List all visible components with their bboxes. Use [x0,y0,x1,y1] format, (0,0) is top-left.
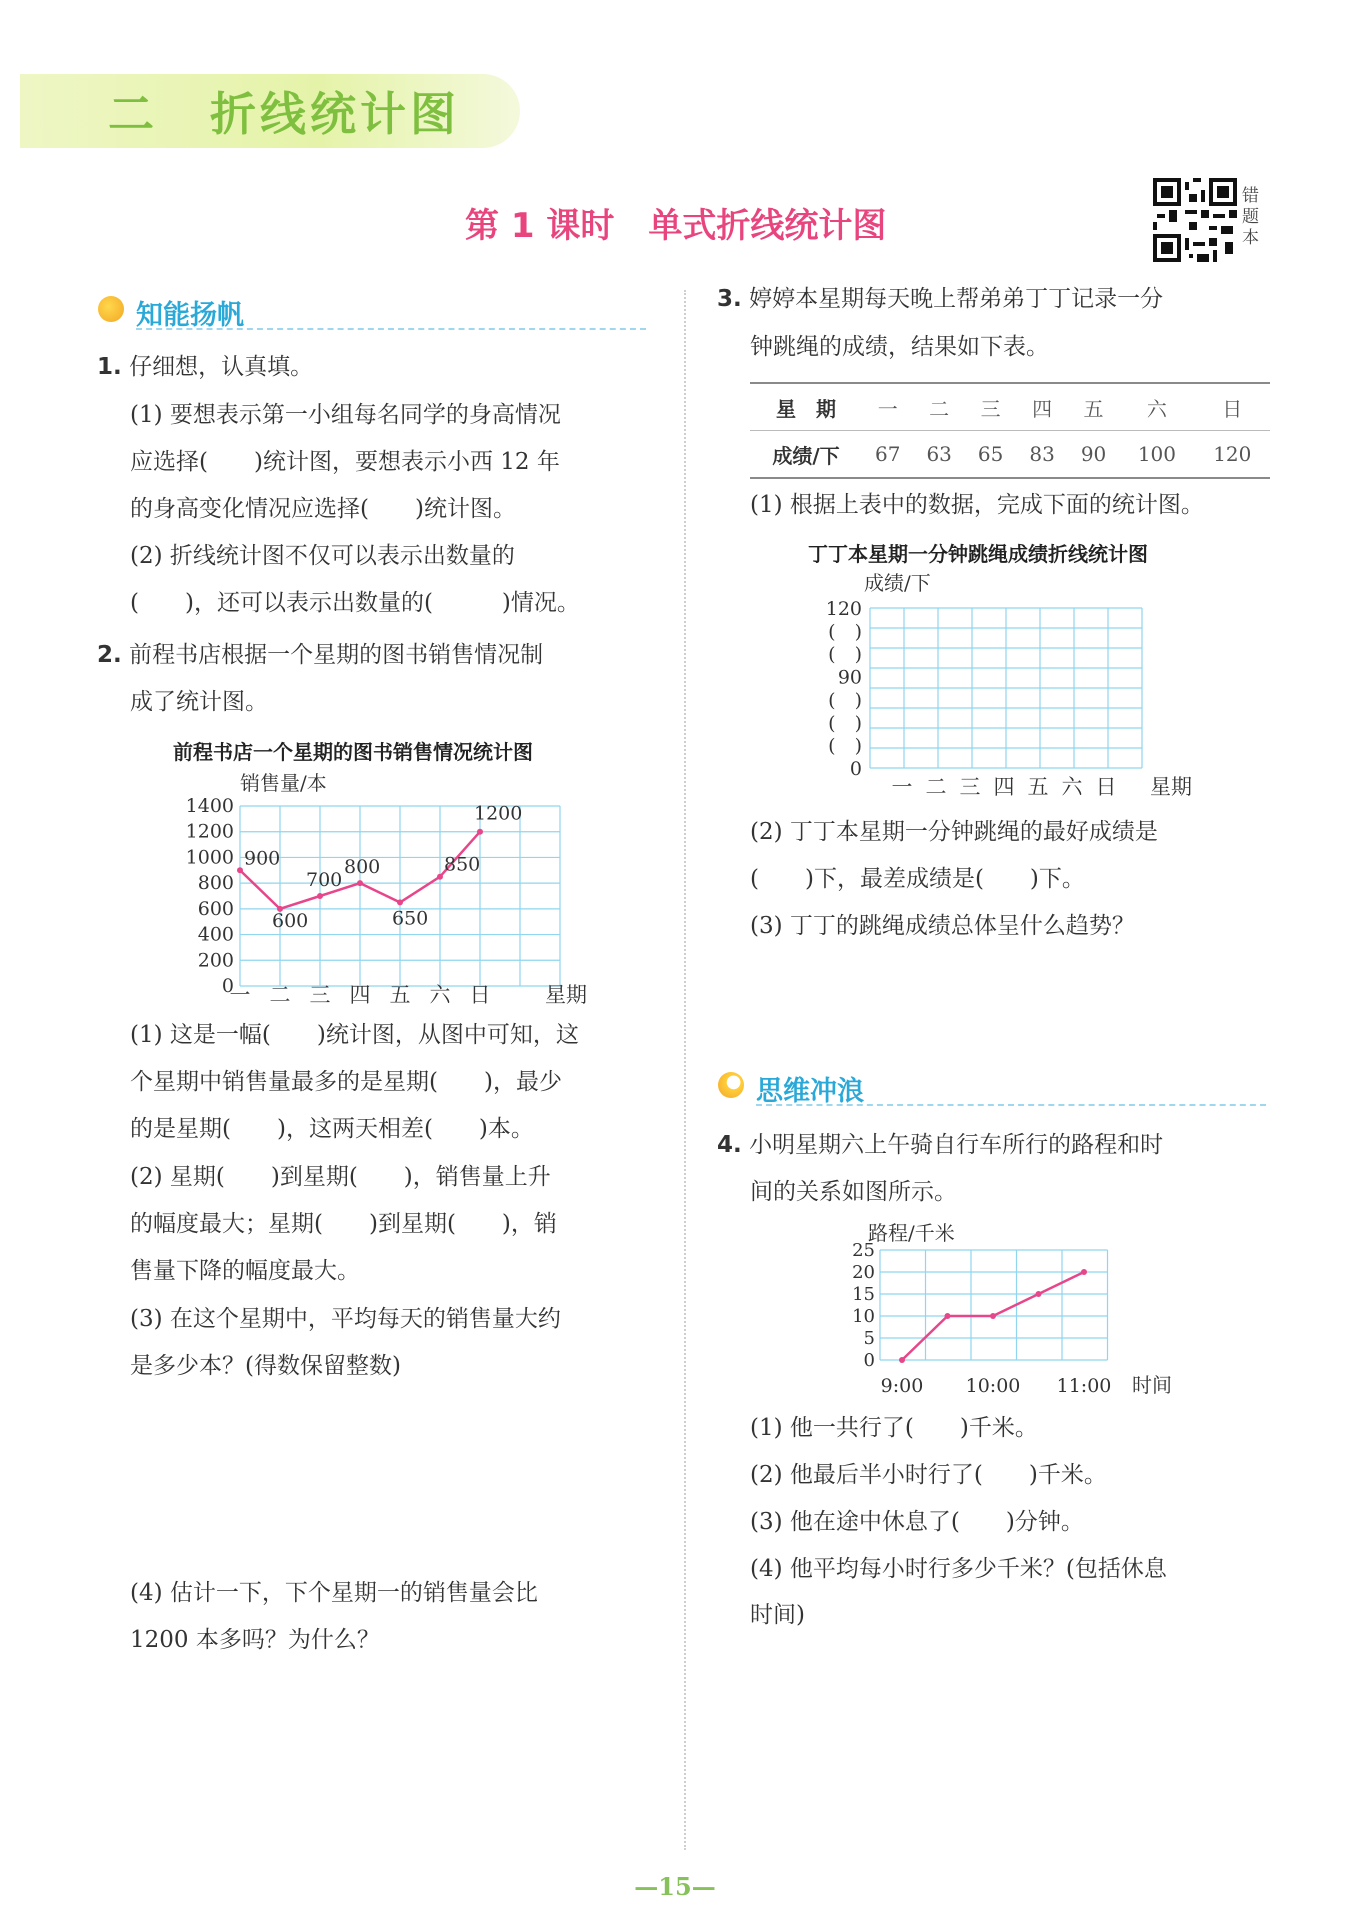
data-point [899,1357,905,1363]
y-tick-label: 5 [863,1328,875,1349]
table-cell: 六 [1119,383,1194,431]
chart1-yticks [186,795,234,997]
x-tick-label: 一 [229,983,251,1007]
chart1-ylabel: 销售量/本 [240,771,327,795]
q4-sub: (3) 他在途中休息了( )分钟。 [750,1509,1084,1535]
chart3-xlabel: 时间 [1132,1373,1172,1397]
y-tick-label: 800 [197,872,234,895]
q2-line: 成了统计图。 [130,689,268,715]
q3-text: 婷婷本星期每天晚上帮弟弟丁丁记录一分 [749,286,1164,312]
q1-prompt [97,352,313,382]
data-point [990,1313,996,1319]
y-tick-label: 90 [837,666,862,689]
y-tick-label: ( ) [828,689,862,712]
table-row [750,383,1270,431]
y-tick-label: 20 [852,1262,875,1283]
x-tick-label: 二 [925,775,947,799]
y-tick-label: 120 [825,598,862,620]
table-cell: 四 [1016,383,1067,431]
data-point [437,874,443,880]
q4-sub: 时间) [750,1602,805,1628]
y-tick-label: ( ) [828,712,862,735]
q2-sub: 售量下降的幅度最大。 [130,1258,360,1284]
data-point [477,829,483,835]
data-point [1081,1269,1087,1275]
chart1-xlabel: 星期 [545,983,587,1007]
q3-line: 钟跳绳的成绩，结果如下表。 [750,334,1049,360]
q3-sub: ( )下，最差成绩是( )下。 [750,866,1085,892]
wrong-answer-book-label: 错题本 [1242,186,1259,248]
q1-number: 1. [97,354,122,380]
qr-code-icon[interactable] [1153,178,1237,262]
chart1-data-labels [244,803,522,932]
q2-number: 2. [97,642,122,668]
table-cell: 三 [965,383,1016,431]
chart2-xlabel: 星期 [1150,775,1192,799]
chart3-yticks [852,1240,875,1371]
chart2-ylabel: 成绩/下 [864,571,931,595]
q2-sub: 是多少本？(得数保留整数) [130,1353,401,1379]
jump-rope-table [750,382,1270,479]
table-cell: 日 [1195,383,1270,431]
data-label: 700 [306,869,343,891]
x-tick-label: 六 [429,983,451,1007]
section-divider [136,328,646,330]
q2-text: 前程书店根据一个星期的图书销售情况制 [129,642,544,668]
q2-sub: (4) 估计一下，下个星期一的销售量会比 [130,1580,538,1606]
q3-sub: (3) 丁丁的跳绳成绩总体呈什么趋势？ [750,913,1135,939]
section-divider [756,1104,1266,1106]
table-cell: 100 [1119,431,1194,479]
q2-sub: 的是星期( )，这两天相差( )本。 [130,1116,534,1142]
y-tick-label: ( ) [828,643,862,666]
chart2-yticks [826,598,862,780]
x-tick-label: 日 [469,983,491,1007]
jump-rope-chart [800,568,1220,804]
q2-prompt [97,640,543,670]
y-tick-label: ( ) [828,735,862,758]
y-tick-label: 1000 [185,846,234,869]
data-label: 650 [392,907,429,930]
bookstore-sales-chart [160,766,620,1016]
x-tick-label: 9:00 [880,1375,924,1397]
q4-sub: (1) 他一共行了( )千米。 [750,1415,1038,1441]
q1-line: 的身高变化情况应选择( )统计图。 [130,496,516,522]
q1-line: (1) 要想表示第一小组每名同学的身高情况 [130,402,561,428]
q2-sub: 个星期中销售量最多的是星期( )，最少 [130,1069,562,1095]
x-tick-label: 四 [993,775,1015,799]
y-tick-label: 400 [197,923,234,946]
q2-chart-title: 前程书店一个星期的图书销售情况统计图 [173,740,533,764]
y-tick-label: 0 [221,975,234,997]
q4-sub: (2) 他最后半小时行了( )千米。 [750,1462,1107,1488]
table-cell: 五 [1068,383,1119,431]
y-tick-label: 200 [197,949,234,972]
x-tick-label: 二 [269,983,291,1007]
data-label: 900 [244,847,281,870]
page-number: —15— [634,1872,716,1901]
table-row [750,431,1270,479]
data-point [397,899,403,905]
q4-text: 小明星期六上午骑自行车所行的路程和时 [749,1132,1164,1158]
data-point [357,880,363,886]
moon-icon [718,1072,744,1098]
chart2-xticks [892,775,1117,799]
data-point [945,1313,951,1319]
x-tick-label: 四 [349,983,371,1007]
chapter-name: 折线统计图 [210,87,460,141]
table-header-score: 成绩/下 [750,431,862,479]
table-cell: 63 [913,431,964,479]
table-cell: 83 [1016,431,1067,479]
chapter-number: 二 [108,87,158,141]
q4-number: 4. [717,1132,742,1158]
y-tick-label: 1400 [185,795,234,817]
y-tick-label: ( ) [828,620,862,643]
q4-sub: (4) 他平均每小时行多少千米？(包括休息 [750,1556,1167,1582]
section-heading-siwei: 思维冲浪 [756,1076,864,1107]
chapter-title [108,78,460,144]
chart3-grid [880,1250,1108,1360]
cycling-distance-chart [820,1218,1200,1398]
q2-sub: 1200 本多吗？为什么？ [130,1627,380,1653]
table-cell: 65 [965,431,1016,479]
x-tick-label: 六 [1061,775,1083,799]
x-tick-label: 三 [959,775,981,799]
table-cell: 二 [913,383,964,431]
q2-sub: (2) 星期( )到星期( )，销售量上升 [130,1164,551,1190]
q3-sub: (1) 根据上表中的数据，完成下面的统计图。 [750,492,1204,518]
x-tick-label: 五 [1027,775,1049,799]
x-tick-label: 五 [389,983,411,1007]
chart3-ylabel: 路程/千米 [868,1221,955,1245]
q2-sub: (3) 在这个星期中，平均每天的销售量大约 [130,1306,561,1332]
x-tick-label: 三 [309,983,331,1007]
q3-sub: (2) 丁丁本星期一分钟跳绳的最好成绩是 [750,819,1158,845]
table-cell: 67 [862,431,913,479]
q2-sub: 的幅度最大；星期( )到星期( )，销 [130,1211,557,1237]
q4-line: 间的关系如图所示。 [750,1179,957,1205]
data-label: 1200 [474,802,523,825]
table-cell: 90 [1068,431,1119,479]
y-tick-label: 10 [852,1306,875,1327]
data-point [317,893,323,899]
q3-chart-title: 丁丁本星期一分钟跳绳成绩折线统计图 [808,542,1148,566]
q1-line: ( )，还可以表示出数量的( )情况。 [130,590,580,616]
x-tick-label: 10:00 [965,1375,1021,1397]
section-heading-zhineng: 知能扬帆 [136,300,244,331]
q1-line: (2) 折线统计图不仅可以表示出数量的 [130,543,515,569]
y-tick-label: 600 [197,897,234,920]
sailboat-icon [98,296,124,322]
data-point [1036,1291,1042,1297]
x-tick-label: 11:00 [1056,1375,1112,1397]
column-divider [684,290,686,1850]
x-tick-label: 一 [891,775,913,799]
data-label: 850 [444,853,481,876]
y-tick-label: 1200 [185,820,234,843]
q3-prompt [717,284,1163,314]
chart3-xticks [881,1375,1112,1397]
x-tick-label: 日 [1095,775,1117,799]
y-tick-label: 0 [863,1350,875,1371]
chart1-grid [240,806,560,986]
q3-number: 3. [717,286,742,312]
table-header-day: 星 期 [750,383,862,431]
data-label: 600 [272,909,309,932]
y-tick-label: 15 [852,1284,875,1305]
data-label: 800 [344,856,381,879]
q4-prompt [717,1130,1163,1160]
q1-line: 应选择( )统计图，要想表示小西 12 年 [130,449,560,475]
table-cell: 120 [1195,431,1270,479]
chart2-grid [870,608,1142,768]
lesson-title: 第 1 课时 单式折线统计图 [465,206,887,246]
q2-sub: (1) 这是一幅( )统计图，从图中可知，这 [130,1022,579,1048]
y-tick-label: 0 [849,758,862,780]
table-cell: 一 [862,383,913,431]
y-tick-label: 25 [852,1240,875,1261]
q1-text: 仔细想，认真填。 [129,354,314,380]
data-point [237,867,243,873]
